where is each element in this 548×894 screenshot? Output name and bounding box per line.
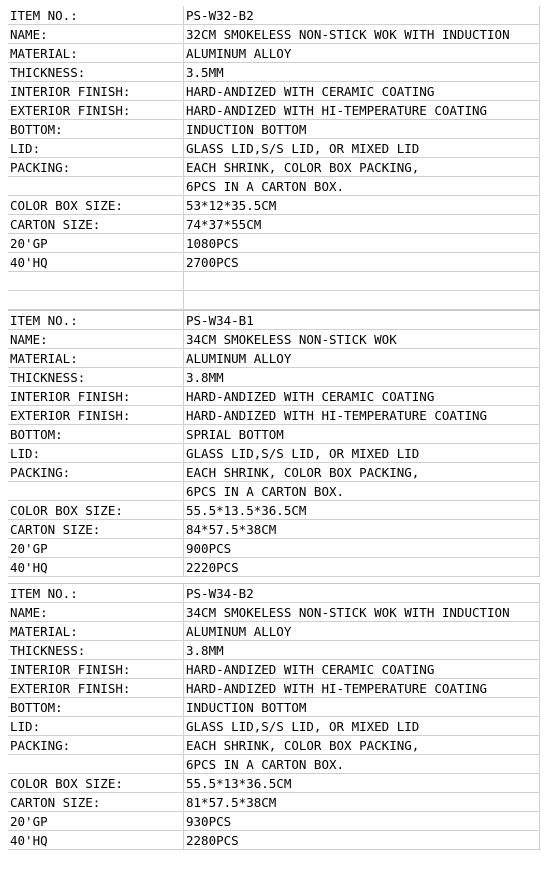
spec-label: ITEM NO.:: [8, 311, 184, 329]
spec-value: GLASS LID,S/S LID, OR MIXED LID: [184, 139, 540, 157]
spec-row-packing-cont: [8, 482, 540, 501]
spec-row-thickness: [8, 368, 540, 387]
spec-label: INTERIOR FINISH:: [8, 387, 184, 405]
spec-row-thickness: [8, 641, 540, 660]
spec-value: 6PCS IN A CARTON BOX.: [184, 482, 540, 500]
spec-value: EACH SHRINK, COLOR BOX PACKING,: [184, 463, 540, 481]
spec-value: 2280PCS: [184, 831, 540, 849]
spec-label: LID:: [8, 139, 184, 157]
spec-row-lid: [8, 444, 540, 463]
spec-label-empty: [8, 291, 184, 309]
spec-label: ITEM NO.:: [8, 6, 184, 24]
spec-label: THICKNESS:: [8, 368, 184, 386]
spec-row-item-no: [8, 6, 540, 25]
spec-label: 20'GP: [8, 812, 184, 830]
spec-value: 55.5*13.5*36.5CM: [184, 501, 540, 519]
spec-row-exterior-finish: [8, 101, 540, 120]
spec-row-name: [8, 330, 540, 349]
spec-row-bottom: [8, 425, 540, 444]
spec-value: 81*57.5*38CM: [184, 793, 540, 811]
empty-row: [8, 272, 540, 291]
spec-value: HARD-ANDIZED WITH HI-TEMPERATURE COATING: [184, 406, 540, 424]
spec-label: 20'GP: [8, 234, 184, 252]
spec-value: ALUMINUM ALLOY: [184, 44, 540, 62]
spec-row-carton: [8, 215, 540, 234]
spec-value: 55.5*13*36.5CM: [184, 774, 540, 792]
spec-value: 34CM SMOKELESS NON-STICK WOK WITH INDUCTION: [184, 603, 540, 621]
spec-row-bottom: [8, 120, 540, 139]
spec-row-item-no: [8, 584, 540, 603]
spec-label: LID:: [8, 444, 184, 462]
spec-value: PS-W34-B1: [184, 311, 540, 329]
spec-row-item-no: [8, 311, 540, 330]
spec-label: 40'HQ: [8, 253, 184, 271]
spec-value: 53*12*35.5CM: [184, 196, 540, 214]
spec-label: THICKNESS:: [8, 641, 184, 659]
spec-label: CARTON SIZE:: [8, 215, 184, 233]
spec-value: 74*37*55CM: [184, 215, 540, 233]
spec-row-name: [8, 25, 540, 44]
spec-label: MATERIAL:: [8, 44, 184, 62]
spec-value-empty: [184, 291, 540, 309]
spec-value: 32CM SMOKELESS NON-STICK WOK WITH INDUCTION: [184, 25, 540, 43]
spec-row-bottom: [8, 698, 540, 717]
spec-value-empty: [184, 272, 540, 290]
spec-value: HARD-ANDIZED WITH CERAMIC COATING: [184, 660, 540, 678]
spec-value: GLASS LID,S/S LID, OR MIXED LID: [184, 444, 540, 462]
empty-row: [8, 291, 540, 310]
spec-value: INDUCTION BOTTOM: [184, 698, 540, 716]
spec-row-40hq: [8, 253, 540, 272]
spec-value: ALUMINUM ALLOY: [184, 622, 540, 640]
spec-label: MATERIAL:: [8, 622, 184, 640]
spec-label: INTERIOR FINISH:: [8, 82, 184, 100]
spec-value: 3.5MM: [184, 63, 540, 81]
spec-value: HARD-ANDIZED WITH CERAMIC COATING: [184, 387, 540, 405]
spec-row-exterior-finish: [8, 406, 540, 425]
spec-label: 40'HQ: [8, 831, 184, 849]
spec-row-40hq: [8, 558, 540, 577]
spec-row-20gp: [8, 812, 540, 831]
spec-row-interior-finish: [8, 387, 540, 406]
product-spec-block: [8, 6, 540, 310]
spec-label: PACKING:: [8, 736, 184, 754]
spec-row-20gp: [8, 234, 540, 253]
spec-label: PACKING:: [8, 158, 184, 176]
spec-row-carton: [8, 520, 540, 539]
spec-row-packing: [8, 158, 540, 177]
spec-row-packing: [8, 736, 540, 755]
spec-value: 34CM SMOKELESS NON-STICK WOK: [184, 330, 540, 348]
spec-label: LID:: [8, 717, 184, 735]
spec-label: NAME:: [8, 330, 184, 348]
spec-row-lid: [8, 717, 540, 736]
spec-sheet: [8, 6, 540, 850]
spec-row-20gp: [8, 539, 540, 558]
spec-label: EXTERIOR FINISH:: [8, 101, 184, 119]
spec-label-empty: [8, 272, 184, 290]
spec-label: COLOR BOX SIZE:: [8, 774, 184, 792]
spec-value: INDUCTION BOTTOM: [184, 120, 540, 138]
spec-label: NAME:: [8, 25, 184, 43]
spec-row-interior-finish: [8, 660, 540, 679]
spec-label: INTERIOR FINISH:: [8, 660, 184, 678]
spec-row-material: [8, 622, 540, 641]
spec-label: PACKING:: [8, 463, 184, 481]
spec-value: 84*57.5*38CM: [184, 520, 540, 538]
spec-value: 6PCS IN A CARTON BOX.: [184, 755, 540, 773]
spec-value: GLASS LID,S/S LID, OR MIXED LID: [184, 717, 540, 735]
spec-row-color-box: [8, 774, 540, 793]
spec-row-thickness: [8, 63, 540, 82]
spec-row-exterior-finish: [8, 679, 540, 698]
spec-label: EXTERIOR FINISH:: [8, 679, 184, 697]
spec-value: HARD-ANDIZED WITH CERAMIC COATING: [184, 82, 540, 100]
spec-label-empty: [8, 177, 184, 195]
spec-value: 2220PCS: [184, 558, 540, 576]
spec-row-interior-finish: [8, 82, 540, 101]
product-spec-block: [8, 583, 540, 850]
spec-label: MATERIAL:: [8, 349, 184, 367]
spec-label: COLOR BOX SIZE:: [8, 196, 184, 214]
spec-value: HARD-ANDIZED WITH HI-TEMPERATURE COATING: [184, 101, 540, 119]
spec-value: PS-W34-B2: [184, 584, 540, 602]
spec-row-packing: [8, 463, 540, 482]
spec-value: EACH SHRINK, COLOR BOX PACKING,: [184, 736, 540, 754]
spec-value: 3.8MM: [184, 641, 540, 659]
spec-label-empty: [8, 755, 184, 773]
spec-value: 2700PCS: [184, 253, 540, 271]
spec-label: 20'GP: [8, 539, 184, 557]
spec-label: CARTON SIZE:: [8, 520, 184, 538]
spec-value: 900PCS: [184, 539, 540, 557]
spec-label: BOTTOM:: [8, 425, 184, 443]
spec-row-material: [8, 44, 540, 63]
spec-label: BOTTOM:: [8, 698, 184, 716]
spec-label: ITEM NO.:: [8, 584, 184, 602]
spec-row-packing-cont: [8, 177, 540, 196]
spec-label: EXTERIOR FINISH:: [8, 406, 184, 424]
spec-label: BOTTOM:: [8, 120, 184, 138]
spec-row-40hq: [8, 831, 540, 850]
spec-label-empty: [8, 482, 184, 500]
spec-label: COLOR BOX SIZE:: [8, 501, 184, 519]
spec-value: 930PCS: [184, 812, 540, 830]
spec-value: 6PCS IN A CARTON BOX.: [184, 177, 540, 195]
spec-row-packing-cont: [8, 755, 540, 774]
spec-row-color-box: [8, 196, 540, 215]
spec-row-lid: [8, 139, 540, 158]
spec-value: HARD-ANDIZED WITH HI-TEMPERATURE COATING: [184, 679, 540, 697]
spec-label: THICKNESS:: [8, 63, 184, 81]
spec-label: NAME:: [8, 603, 184, 621]
spec-value: PS-W32-B2: [184, 6, 540, 24]
spec-value: 3.8MM: [184, 368, 540, 386]
spec-row-carton: [8, 793, 540, 812]
spec-row-name: [8, 603, 540, 622]
product-spec-block: [8, 310, 540, 577]
spec-row-color-box: [8, 501, 540, 520]
spec-value: 1080PCS: [184, 234, 540, 252]
spec-row-material: [8, 349, 540, 368]
spec-value: SPRIAL BOTTOM: [184, 425, 540, 443]
spec-label: CARTON SIZE:: [8, 793, 184, 811]
spec-value: ALUMINUM ALLOY: [184, 349, 540, 367]
spec-value: EACH SHRINK, COLOR BOX PACKING,: [184, 158, 540, 176]
spec-label: 40'HQ: [8, 558, 184, 576]
